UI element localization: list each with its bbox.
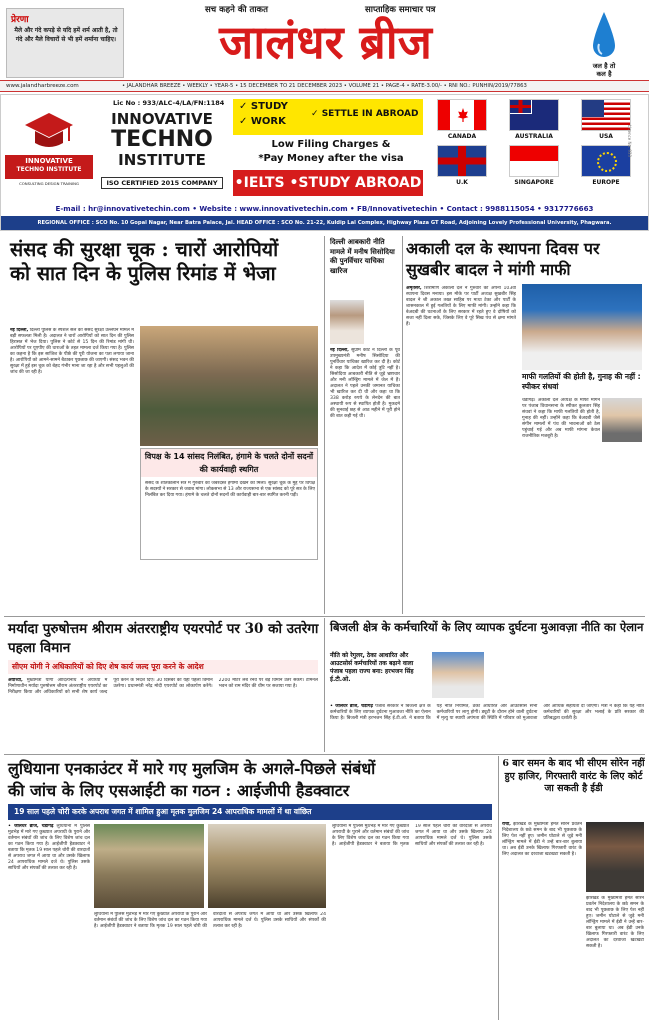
ad-logo [5, 109, 93, 197]
ad-settle-label: SETTLE IN ABROAD [321, 109, 419, 119]
masthead-tagline: सच कहने की ताकत [205, 5, 268, 15]
electricity-subhead: नीति को रेगुलर, ठेका आधारित और आउटसोर्स कर्मचारियों तक बढ़ाने वाला पंजाब पहला राज्य बना: हरभजन सिंह ई.टी.ओ. [330, 652, 414, 683]
ad-logo-line-2: TECHNO INSTITUTE [16, 166, 82, 173]
akali-dateline: अमृतसर, [406, 286, 422, 291]
akali-caption: माफी गलतियों की होती है, गुनाह की नहीं : स्पीकर संधवां [522, 372, 641, 391]
police-officers-photo [208, 824, 326, 908]
parliament-inset [140, 448, 318, 560]
flag-label-europe: EUROPE [592, 179, 620, 186]
usa-canton [582, 100, 604, 117]
delhi-dateline: नई दिल्ली, [330, 348, 349, 353]
badal-photo [522, 284, 642, 370]
sandhwan-photo [602, 398, 642, 442]
parliament-headline-1: संसद की सुरक्षा चूक : चारों आरोपियों [10, 238, 279, 261]
ad-banner [0, 94, 649, 231]
ad-flags [429, 97, 641, 201]
inspiration-text: मैले और गंदे कपड़े से यदि हमें शर्म आती है, तो गंदे और मैले विचारों से भी हमें शर्माना चाहिए। [14, 27, 118, 43]
electricity-body [330, 704, 644, 750]
ad-institute-name [97, 111, 227, 169]
ludhiana-body [8, 824, 90, 1018]
ludhiana-headline-2: की जांच के लिए एसआईटी का गठन : आईजीपी हैडक्वाटर [8, 781, 350, 800]
ad-name-line-2: TECHNO [111, 127, 213, 152]
delhi-body-text: सुप्रीम कोर्ट ने दिल्ली के पूर्व उपमुख्यमंत्री मनीष सिसोदिया की पुनर्विचार याचिका खारिज कर दी है। कोर्ट ने कहा कि आदेश में कोई त्रुटि नहीं है। सिसोदिया आबकारी नीति से जुड़े भ्रष्टाचार और मनी लॉन्ड्रिंग मामले में जेल में हैं। अदालत ने पहले उनकी जमानत याचिका भी खारिज कर दी थी और कहा था कि 338 करोड़ रुपये के लेनदेन की बात अस्थायी रूप से स्थापित होती है। मुकदमे की सुनवाई छह से आठ महीने में पूरी होने की बात कही गई थी। [330, 348, 400, 419]
soren-body [502, 822, 582, 1018]
ad-services [233, 99, 423, 135]
parliament-photo [140, 326, 318, 446]
australia-flag-icon [509, 99, 559, 131]
ludhiana-body-text-2: लुधियाना में पुलिस मुठभेड़ में मारे गए कुख्यात अपराधी के पुराने और वर्तमान संबंधों की जांच के लिए विशेष जांच दल का गठन किया गया है। आईजीपी हैडक्वाटर ने बताया कि मृतक 19 साल पहले चोरी की वारदातों से अपराध जगत में आया था और उसके खिलाफ 24 आपराधिक मामले दर्ज थे। पुलिस उसके साथियों और संपर्कों की तलाश कर रही है। [94, 912, 326, 929]
story-electricity [330, 620, 645, 752]
ad-logo-bar [5, 155, 93, 179]
graduation-cap-icon [23, 109, 75, 153]
ad-low-fee: Low Filing Charges & [271, 139, 391, 150]
parliament-inset-headline: विपक्ष के 14 सांसद निलंबित, हंगामे के चलते दोनों सदनों की कार्यवाही स्थगित [141, 449, 317, 477]
issue-info: • JALANDHAR BREEZE • WEEKLY • YEAR-5 • 15 DECEMBER TO 21 DECEMBER 2023 • VOLUME 21 • PAGE-4 • RATE-3.00/- • RNI NO.: PUNHIN/2019/77863 [122, 83, 527, 89]
divider [324, 236, 325, 614]
soren-body-text-2: झारखंड के मुख्यमंत्री हेमंत सोरेन प्रवर्तन निदेशालय के छठे समन के बाद भी पूछताछ के लिए पेश नहीं हुए। जमीन घोटाले से जुड़े मनी लॉन्ड्रिंग मामले में ईडी ने उन्हें बार-बार बुलाया था। अब ईडी उनके खिलाफ गिरफ्तारी वारंट के लिए अदालत का दरवाजा खटखटा सकती है। [586, 896, 644, 949]
ad-logo-line-1: INNOVATIVE [25, 157, 73, 165]
delhi-body [330, 348, 400, 610]
maple-leaf-icon [457, 108, 469, 122]
water-drop-icon [590, 10, 618, 62]
soren-body-right [586, 896, 644, 1018]
water-caption-line-1: जल है तो [592, 62, 616, 70]
divider [498, 756, 499, 1020]
parliament-headline-2: को सात दिन के पुलिस रिमांड में भेजा [10, 262, 276, 285]
airport-dateline: अयोध्या, [8, 678, 23, 683]
ad-study-label: STUDY [250, 101, 288, 112]
singapore-flag-icon [509, 145, 559, 177]
electricity-byline: • जालंधर ब्रीज, चंडीगढ़ [330, 704, 373, 709]
masthead-subtitle: साप्ताहिक समाचार पत्र [365, 5, 436, 15]
flag-label-singapore: SINGAPORE [514, 179, 554, 186]
airport-headline: मर्यादा पुरुषोत्तम श्रीराम अंतरराष्ट्रीय एयरपोर्ट पर 30 को उतरेगा पहला विमान [8, 621, 319, 656]
story-airport [4, 620, 322, 752]
parliament-body [10, 328, 134, 478]
airport-subhead: सीएम योगी ने अधिकारियों को दिए शेष कार्य जल्द पूरा करने के आदेश [8, 660, 318, 674]
flag-label-canada: CANADA [447, 133, 477, 140]
ad-study: ✓ STUDY [239, 101, 288, 112]
story-akali [406, 238, 644, 614]
delhi-headline: दिल्ली आबकारी नीति मामले में मनीष सिसोदिया की पुनर्विचार याचिका खारिज [330, 238, 395, 275]
ad-license: Lic No : 933/ALC-4/LA/FN:1184 [113, 99, 225, 107]
uk-flag-icon [437, 145, 487, 177]
ad-name-line-3: INSTITUTE [118, 151, 206, 169]
flag-label-usa: USA [599, 133, 613, 140]
electricity-headline: बिजली क्षेत्र के कर्मचारियों के लिए व्यापक दुर्घटना मुआवज़ा नीति का ऐलान [330, 620, 644, 634]
akali-body-text: शिरोमणि अकाली दल ने गुरुवार को अपना 103वां स्थापना दिवस मनाया। इस मौके पर पार्टी अध्यक्ष सुखबीर सिंह बादल ने श्री अकाल तख्त साहिब पर माथा टेका और पार्टी के शासनकाल में हुई गलतियों के लिए माफी मांगी। उन्होंने कहा कि बेअदबी की घटनाओं के लिए सरकार में रहते हुए वे दोषियों को सजा नहीं दिला सके, जिसके लिए वे पूरे सिख पंथ से क्षमा मांगते हैं। [406, 286, 516, 327]
ad-settle: ✓ SETTLE IN ABROAD [311, 109, 419, 119]
airport-body-text: मुख्यमंत्री योगी आदित्यनाथ ने अयोध्या में निर्माणाधीन मर्यादा पुरुषोत्तम श्रीराम अंतरराष्ट्रीय एयरपोर्ट का निरीक्षण किया और अधिकारियों को सभी शेष कार्य जल्द पूरा करने के निर्देश दिए। 30 दिसंबर को यहां पहला विमान उतरेगा। प्रधानमंत्री नरेंद्र मोदी एयरपोर्ट का लोकार्पण करेंगे। 2200 मीटर लंबे रनवे पर बड़े विमान उतर सकेंगे। टर्मिनल भवन को राम मंदिर की थीम पर सजाया गया है। [8, 678, 318, 695]
ad-ielts: •IELTS •STUDY ABROAD [233, 170, 423, 196]
soren-body-text: झारखंड के मुख्यमंत्री हेमंत सोरेन प्रवर्तन निदेशालय के छठे समन के बाद भी पूछताछ के लिए पेश नहीं हुए। जमीन घोटाले से जुड़े मनी लॉन्ड्रिंग मामले में ईडी ने उन्हें बार-बार बुलाया था। अब ईडी उनके खिलाफ गिरफ्तारी वारंट के लिए अदालत का दरवाजा खटखटा सकती है। [502, 822, 582, 857]
ad-logo-line-3: CONSULTING DESIGN TRAINING [19, 181, 79, 186]
harbhajan-photo [432, 652, 484, 698]
divider [4, 616, 645, 617]
parliament-body-text: दिल्ली पुलिस के स्पेशल सेल को संसद सुरक्षा उल्लंघन मामले में बड़ी सफलता मिली है। अदालत ने चारों आरोपियों को सात दिन की पुलिस हिरासत में भेज दिया। पुलिस ने कोर्ट से 15 दिन की रिमांड मांगी थी। आरोपियों पर यूएपीए की धाराओं के तहत मामला दर्ज किया गया है। पुलिस का कहना है कि इस साजिश के पीछे की पूरी योजना का पता लगाया जाना है। आरोपियों को आमने-सामने बैठाकर पूछताछ की जाएगी। संसद भवन की सुरक्षा में हुई इस चूक को बेहद गंभीर माना जा रहा है और सभी पहलुओं की जांच की जा रही है। [10, 328, 134, 375]
water-caption [578, 62, 630, 78]
electricity-body-text: पंजाब सरकार ने बिजली क्षेत्र के कर्मचारियों के लिए व्यापक दुर्घटना मुआवजा नीति का ऐलान किया है। बिजली मंत्री हरभजन सिंह ई.टी.ओ. ने बताया कि यह नीति नियमित, ठेका आधारित और आउटसोर्स सभी कर्मचारियों पर लागू होगी। ड्यूटी के दौरान होने वाली दुर्घटना में मृत्यु या स्थायी अपंगता की स्थिति में परिवार को मुआवजा और आर्थिक सहायता दी जाएगी। मंत्री ने कहा कि यह नीति कर्मचारियों की सुरक्षा और भलाई के प्रति सरकार की प्रतिबद्धता दर्शाती है। [330, 704, 644, 721]
parliament-inset-body: संसद के शीतकालीन सत्र में गुरुवार को जबरदस्त हंगामा देखने को मिला। सुरक्षा चूक के मुद्दे पर विपक्ष के सदस्यों ने सरकार से जवाब मांगा। लोकसभा से 13 और राज्यसभा से एक सांसद को पूरे सत्र के लिए निलंबित कर दिया गया। हंगामे के चलते दोनों सदनों की कार्यवाही बार-बार स्थगित करनी पड़ी। [145, 481, 315, 498]
inspiration-label: प्रेरणा [11, 15, 29, 25]
info-strip [0, 80, 649, 92]
sisodia-photo [330, 300, 364, 344]
ad-name-line-1: INNOVATIVE [111, 110, 213, 128]
soren-headline: 6 बार समन के बाद भी सीएम सोरेन नहीं हुए हाजिर, गिरफ्तारी वारंट के लिए कोर्ट जा सकती है ईडी [502, 758, 645, 794]
ludhiana-body-text-3: लुधियाना में पुलिस मुठभेड़ में मारे गए कुख्यात अपराधी के पुराने और वर्तमान संबंधों की जांच के लिए विशेष जांच दल का गठन किया गया है। आईजीपी हैडक्वाटर ने बताया कि मृतक 19 साल पहले चोरी की वारदातों से अपराध जगत में आया था और उसके खिलाफ 24 आपराधिक मामले दर्ज थे। पुलिस उसके साथियों और संपर्कों की तलाश कर रही है। [332, 824, 492, 847]
ad-side-note: Licence No. 933 [627, 125, 632, 158]
story-soren [502, 758, 645, 1020]
eu-stars [597, 152, 617, 172]
usa-flag-icon [581, 99, 631, 131]
water-caption-line-2: कल है [596, 70, 612, 78]
ad-work-label: WORK [250, 116, 286, 127]
soren-dateline: रांची, [502, 822, 511, 827]
soren-photo [586, 822, 644, 892]
canada-flag-icon [437, 99, 487, 131]
website-link[interactable]: www.jalandharbreeze.com [6, 83, 79, 89]
ludhiana-banner: 19 साल पहले चोरी करके अपराध जगत में शामिल हुआ मृतक मुलजिम 24 आपराधिक मामलों में था वांछित [8, 804, 492, 820]
europe-flag-icon [581, 145, 631, 177]
flag-label-australia: AUSTRALIA [515, 133, 553, 140]
ad-work: ✓ WORK [239, 116, 286, 127]
ludhiana-headline-1: लुधियाना एनकाउंटर में मारे गए मुलजिम के अगले-पिछले संबंधों [8, 759, 376, 778]
story-delhi [330, 238, 400, 612]
ludhiana-body-text: लुधियाना में पुलिस मुठभेड़ में मारे गए कुख्यात अपराधी के पुराने और वर्तमान संबंधों की जांच के लिए विशेष जांच दल का गठन किया गया है। आईजीपी हैडक्वाटर ने बताया कि मृतक 19 साल पहले चोरी की वारदातों से अपराध जगत में आया था और उसके खिलाफ 24 आपराधिक मामले दर्ज थे। पुलिस उसके साथियों और संपर्कों की तलाश कर रही है। [8, 824, 90, 871]
story-parliament [4, 236, 322, 616]
akali-caption-body: चंडीगढ़। अकाली दल अध्यक्ष के माफी मांगने पर पंजाब विधानसभा के स्पीकर कुलतार सिंह संधवां ने कहा कि माफी गलतियों की होती है, गुनाह की नहीं। उन्होंने कहा कि बेअदबी जैसे संगीन मामलों में पंथ की भावनाओं को ठेस पहुंचाई गई और अब माफी मांगना केवल राजनीतिक मजबूरी है। [522, 398, 600, 439]
ad-contact: E-mail : hr@innovativetechin.com • Website : www.innovativetechin.com • FB/Innovativetechin • Contact : 9988115054 • 9317776663 [55, 204, 594, 213]
akali-headline: अकाली दल के स्थापना दिवस पर सुखबीर बादल ने मांगी माफी [406, 239, 600, 279]
parliament-dateline: नई दिल्ली, [10, 328, 29, 333]
story-ludhiana [4, 758, 494, 1020]
masthead-title: जालंधर ब्रीज [219, 15, 432, 69]
flag-label-uk: U.K [456, 179, 468, 186]
inspiration-box [6, 8, 124, 78]
ad-iso: ISO CERTIFIED 2015 COMPANY [101, 177, 223, 189]
ludhiana-body-right [332, 824, 492, 1018]
ad-offices: REGIONAL OFFICE : SCO No. 10 Gopal Nagar, Near Batra Palace, Jal. HEAD OFFICE : SCO No. 21-22, Kuldip Lal Complex, Highway Plaza GT Road, Adjoining Lovely Professional University, Phagwara. [1, 216, 648, 230]
union-jack-corner [510, 100, 532, 114]
divider [402, 236, 403, 614]
ludhiana-body-cont [94, 912, 326, 1018]
akali-body [406, 286, 516, 602]
divider [4, 754, 645, 755]
divider [324, 618, 325, 752]
ad-pay-money: *Pay Money after the visa [258, 153, 404, 164]
police-conference-photo [94, 824, 204, 908]
ludhiana-byline: • जालंधर ब्रीज, चंडीगढ़ [8, 824, 54, 829]
airport-body [8, 678, 318, 748]
